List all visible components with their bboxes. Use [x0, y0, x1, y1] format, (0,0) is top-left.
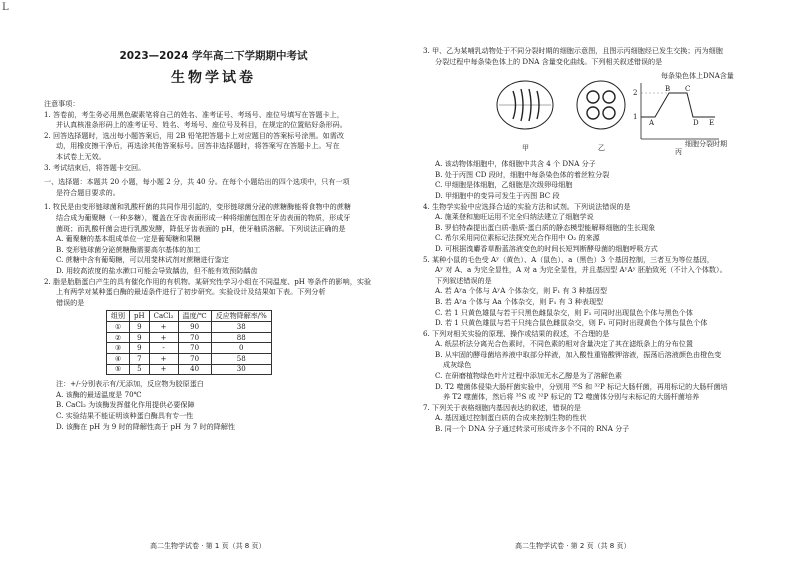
- q3-stem: 3. 甲、乙为某哺乳动物处于不同分裂时期的细胞示意图，且图示丙细胞经已发生交换；丙为细胞: [423, 46, 723, 55]
- q3-option-c: C. 甲细胞是体细胞，乙细胞是次级卵母细胞: [435, 180, 573, 190]
- q2-option-a: A. 该酶的最适温度是 70℃: [56, 389, 142, 399]
- q7-option-a: A. 基因通过控制蛋白质的合成来控制生物的性状: [435, 413, 587, 423]
- q2-option-c: C. 实验结果不能证明该种蛋白酶具有专一性: [56, 411, 194, 421]
- table-header: pH: [130, 311, 150, 322]
- table-cell: +: [149, 332, 178, 343]
- table-cell: 70: [178, 332, 211, 343]
- table-cell: 5: [130, 364, 150, 375]
- q2-table: [106, 310, 272, 375]
- q5-stem: 下列叙述错误的是: [435, 275, 492, 285]
- table-cell: 70: [178, 343, 211, 354]
- q2-stem: 错误的是: [56, 297, 85, 307]
- table-cell: 38: [211, 322, 271, 333]
- section-intro: 是符合题目要求的。: [56, 187, 120, 197]
- note-line: 2. 回答选择题时，选出每小题答案后，用 2B 铅笔把答题卡上对应题目的答案标号涂黑。如需改: [44, 130, 344, 140]
- q3-figure: [423, 69, 780, 155]
- figure-label-jia: 甲: [522, 144, 529, 153]
- table-cell: +: [149, 354, 178, 365]
- figure-label-yi: 乙: [598, 144, 605, 153]
- note-line: 并认真核准条形码上的准考证号、姓名、考场号、座位号及科目，在规定的位置贴好条形码。: [56, 120, 347, 130]
- table-cell: ①: [107, 322, 130, 333]
- q6-option-b: B. 从牢固的酵母菌培养液中取部分样液，加入酸性重铬酸钾溶液，振荡后溶液颜色由橙色变: [435, 349, 722, 359]
- cell-jia-illustration: [497, 81, 553, 129]
- table-cell: -: [149, 343, 178, 354]
- graph-point-label: A: [649, 119, 655, 128]
- q5-stem: 5. 某种小鼠的毛色受 Aʸ（黄色）、A（鼠色）、a（黑色）3 个基因控制，三者互为等位基因，: [423, 254, 714, 264]
- table-row: [107, 354, 272, 365]
- table-cell: ③: [107, 343, 130, 354]
- table-cell: 40: [178, 364, 211, 375]
- table-cell: 90: [178, 322, 211, 333]
- dna-content-graph: [641, 83, 719, 139]
- table-cell: 0: [211, 343, 271, 354]
- table-row: [107, 364, 272, 375]
- table-cell: +: [149, 364, 178, 375]
- q2-note: 注：+/-分别表示有/无添加，反应物为胶原蛋白: [56, 379, 204, 389]
- q4-stem: 4. 生物学实验中应选择合适的实验方法和试剂。下列说法错误的是: [423, 201, 631, 211]
- q4-option-a: A. 施莱登和施旺运用不完全归纳法建立了细胞学说: [435, 212, 594, 222]
- table-cell: 9: [130, 322, 150, 333]
- exam-title: 2023—2024 学年高二下学期期中考试: [119, 50, 308, 62]
- graph-point-label: E: [709, 119, 715, 128]
- subject-title: 生物学试卷: [171, 70, 256, 86]
- q5-option-d: D. 若 1 只黄色雄鼠与若干只纯合鼠色雌鼠杂交，则 F₁ 可同时出现黄色个体与鼠色个体: [435, 318, 708, 328]
- q2-stem: 上有两学对某种蛋白酶的最适条件进行了初步研究。实验设计及结果如下表。下列分析: [56, 287, 326, 297]
- q7-option-b: B. 同一个 DNA 分子通过转录可形成许多个不同的 RNA 分子: [435, 424, 630, 434]
- table-cell: ④: [107, 354, 130, 365]
- q1-stem: 1. 牧民是由变形链球菌和乳酸杆菌的共同作用引起的，变形链球菌分泌的蔗糖酶能将食物中的蔗糖: [44, 202, 351, 212]
- q2-stem: 2. 脂是胎脂蛋白产生的具有催化作用的有机物。某研究性学习小组在不同温度、pH 等条件的影响，实验: [44, 276, 372, 286]
- table-header-row: [107, 311, 272, 322]
- graph-ytick: 2: [633, 89, 638, 98]
- table-row: [107, 343, 272, 354]
- q4-option-c: C. 希尔采用同位素标记法探究光合作用中 O₂ 的来源: [435, 233, 600, 243]
- page-footer-left: 高二生物学试卷 · 第 1 页（共 8 页）: [150, 542, 266, 550]
- corner-mark: L: [2, 2, 9, 13]
- table-cell: 58: [211, 354, 271, 365]
- table-cell: 9: [130, 343, 150, 354]
- table-cell: 9: [130, 332, 150, 343]
- graph-ytick: 1: [633, 113, 638, 122]
- q6-option-a: A. 纸层析法分离光合色素时，不同色素的相对含量决定了其在滤纸条上的分布位置: [435, 339, 693, 349]
- q1-option-a: A. 葡聚糖的基本组成单位一定是葡萄糖和果糖: [56, 234, 201, 244]
- graph-point-label: D: [693, 119, 699, 128]
- q5-option-b: B. 若 Aʸa 个体与 Aa 个体杂交，则 F₁ 有 3 种表现型: [435, 296, 604, 306]
- q6-option-d-cont: 养 T2 噬菌体，然后将 ³⁵S 或 ³²P 标记的 T2 噬菌体分别与未标记的大肠杆菌培养: [443, 392, 700, 402]
- table-cell: 7: [130, 354, 150, 365]
- q6-option-d: D. T2 噬菌体侵染大肠杆菌实验中，分别用 ³⁵S 和 ³²P 标记大肠杆菌，再用标记的大肠杆菌培: [435, 381, 728, 391]
- q3-option-d: D. 甲细胞中的变异可发生于丙图 BC 段: [435, 190, 560, 200]
- q2-option-d: D. 该酶在 pH 为 9 时的降解性高于 pH 为 7 时的降解性: [56, 421, 236, 431]
- right-page: [397, 0, 794, 561]
- note-line: 动，用橡皮擦干净后，再选涂其他答案标号。回答非选择题时，将答案写在答题卡上。写在: [56, 141, 340, 151]
- table-cell: 88: [211, 332, 271, 343]
- graph-point-label: B: [665, 85, 671, 94]
- note-line: 本试卷上无效。: [56, 151, 106, 161]
- cell-yi-illustration: [577, 81, 625, 129]
- q2-option-b: B. CaCl₂ 为该酶发挥催化作用提供必要保障: [56, 400, 195, 410]
- table-header: 温度/℃: [178, 311, 211, 322]
- table-row: [107, 332, 272, 343]
- q3-stem: 分裂过程中每条染色体上的 DNA 含量变化曲线。下列相关叙述错误的是: [435, 56, 663, 66]
- table-cell: +: [149, 322, 178, 333]
- q1-option-c: C. 蔗糖中含有葡萄糖，可以用斐林试剂对蔗糖进行鉴定: [56, 255, 229, 265]
- q6-stem: 6. 下列对相关实验的原理、操作或结果的叙述，不合理的是: [423, 328, 610, 338]
- page-footer-right: 高二生物学试卷 · 第 2 页（共 8 页）: [515, 542, 631, 550]
- table-cell: 30: [211, 364, 271, 375]
- q4-option-d: D. 可根据溴麝香草酚蓝溶液变色的时间长短判断酵母菌的细胞呼吸方式: [435, 243, 658, 253]
- q5-option-c: C. 若 1 只黄色雄鼠与若干只黑色雌鼠杂交，则 F₁ 可同时出现鼠色个体与黑色个体: [435, 307, 693, 317]
- table-cell: ⑤: [107, 364, 130, 375]
- q1-option-b: B. 变形链球菌分泌蔗糖酶需要高尔基体的加工: [56, 244, 201, 254]
- table-row: [107, 322, 272, 333]
- table-header: 组别: [107, 311, 130, 322]
- graph-ylabel: 每条染色体上DNA含量: [661, 72, 734, 81]
- notes-heading: 注意事项：: [44, 99, 80, 108]
- q6-option-c: C. 在研磨植物绿色叶片过程中添加无水乙醇是为了溶解色素: [435, 371, 623, 381]
- figure-label-bing: 丙: [675, 148, 682, 157]
- q3-option-a: A. 该动物体细胞中，体细胞中共含 4 个 DNA 分子: [435, 159, 596, 169]
- q1-stem: 结合成为葡聚糖（一种多糖），覆盖在牙齿表面形成一种将细菌包围在牙齿表面的物质，形成牙: [56, 212, 351, 222]
- note-line: 1. 答卷前，考生务必用黑色碳素笔将自己的姓名、准考证号、考场号、座位号填写在答题卡上，: [44, 109, 344, 119]
- graph-xlabel: 细胞分裂时期: [685, 140, 727, 149]
- q4-option-b: B. 罗伯特森提出蛋白质-脂质-蛋白质的静态模型能解释细胞的生长现象: [435, 222, 656, 232]
- q7-stem: 7. 下列关于表格细胞内基因表达的叙述，错误的是: [423, 402, 581, 412]
- table-header: CaCl₂: [149, 311, 178, 322]
- q5-stem: Aʸ 对 A、a 为完全显性，A 对 a 为完全显性，并且基因型 AʸAʸ 胚胎致死（不计入个体数）。: [435, 265, 727, 275]
- graph-point-label: C: [685, 85, 691, 94]
- q3-option-b: B. 处于丙图 CD 段时，细胞中每条染色体的着丝粒分裂: [435, 169, 610, 179]
- q1-stem: 菌斑；而乳酸杆菌会进行乳酸发酵，降低牙齿表面的 pH，使牙釉质溶解。下列说法正确的是: [56, 223, 346, 233]
- note-line: 3. 考试结束后，将答题卡交回。: [44, 162, 146, 172]
- q6-option-b-cont: 成灰绿色: [443, 360, 472, 370]
- q1-option-d: D. 用较高浓度的盐水漱口可能会导致龋齿，但不能有效预防龋齿: [56, 265, 258, 275]
- table-header: 反应物降解率/%: [211, 311, 271, 322]
- table-cell: 70: [178, 354, 211, 365]
- table-cell: ②: [107, 332, 130, 343]
- section-intro: 一、选择题：本题共 20 小题，每小题 2 分，共 40 分。在每个小题给出的四个选项中，只有一项: [44, 177, 350, 187]
- q5-option-a: A. 若 Aʸa 个体与 AʸA 个体杂交，则 F₁ 有 3 种基因型: [435, 286, 607, 296]
